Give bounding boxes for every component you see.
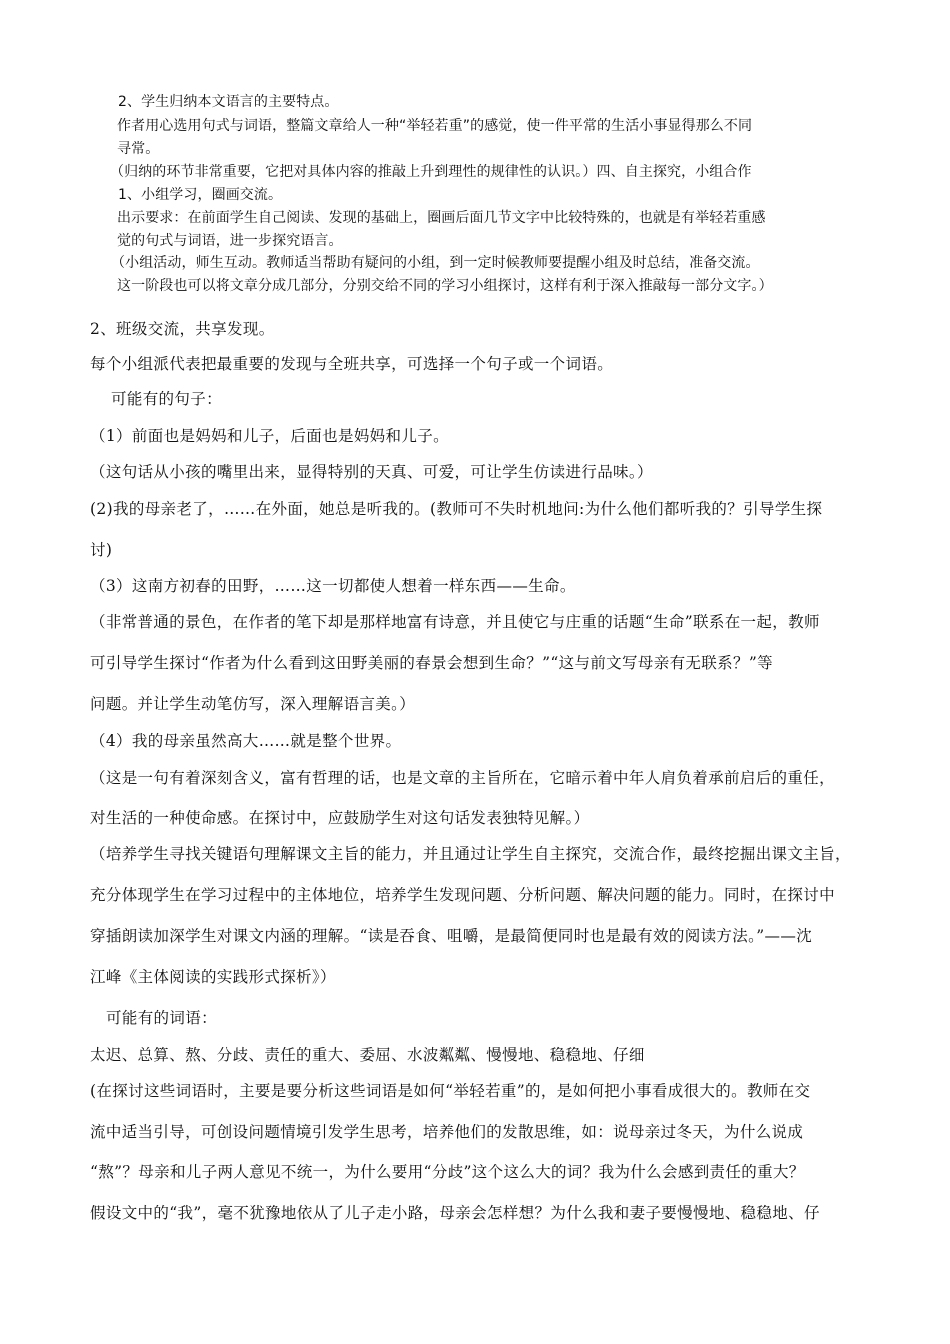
section-heading-group-study: 1、小组学习，圈画交流。: [118, 187, 283, 203]
paragraph-line: （这是一句有着深刻含义，富有哲理的话，也是文章的主旨所在，它暗示着中年人肩负着承前启后的重任，: [90, 769, 835, 787]
paragraph-line: 这一阶段也可以将文章分成几部分，分别交给不同的学习小组探讨，这样有利于深入推敲每一部分文字。）: [117, 278, 773, 294]
paragraph-line: （小组活动，师生互动。教师适当帮助有疑问的小组，到一定时候教师要提醒小组及时总结，准备交流。: [111, 255, 760, 271]
section-heading-class-exchange: 2、班级交流，共享发现。: [90, 320, 275, 338]
paragraph-line: 对生活的一种使命感。在探讨中，应鼓励学生对这句话发表独特见解。）: [90, 809, 590, 827]
sentence-item-1: （1）前面也是妈妈和儿子，后面也是妈妈和儿子。: [90, 427, 449, 445]
paragraph-line: 充分体现学生在学习过程中的主体地位，培养学生发现问题、分析问题、解决问题的能力。同时，在探讨中: [90, 886, 835, 904]
paragraph-line: （非常普通的景色，在作者的笔下却是那样地富有诗意，并且使它与庄重的话题“生命”联系在一起，教师: [90, 613, 820, 631]
paragraph-line: 江峰《主体阅读的实践形式探析》）: [90, 968, 336, 986]
sentence-item-3: （3）这南方初春的田野，……这一切都使人想着一样东西——生命。: [90, 577, 576, 595]
paragraph-line: “熬”？母亲和儿子两人意见不统一，为什么要用“分歧”这个这么大的词？我为什么会感到责任的重大？: [90, 1163, 805, 1181]
paragraph-line: 每个小组派代表把最重要的发现与全班共享，可选择一个句子或一个词语。: [90, 355, 614, 373]
paragraph-line: (在探讨这些词语时，主要是要分析这些词语是如何“举轻若重”的，是如何把小事看成很大的。教师在交: [90, 1082, 811, 1100]
paragraph-line: 讨): [90, 541, 113, 559]
sentence-item-4: （4）我的母亲虽然高大……就是整个世界。: [90, 732, 402, 750]
sentence-item-2: (2)我的母亲老了，……在外面，她总是听我的。(教师可不失时机地问:为什么他们都听我的？引导学生探: [90, 500, 823, 518]
paragraph-line: 流中适当引导，可创设问题情境引发学生思考，培养他们的发散思维，如：说母亲过冬天，为什么说成: [90, 1123, 804, 1141]
paragraph-line: 寻常。: [117, 141, 160, 157]
paragraph-line: 可引导学生探讨“作者为什么看到这田野美丽的春景会想到生命？”“这与前文写母亲有无联系？”等: [90, 654, 773, 672]
section-heading-language-features: 2、学生归纳本文语言的主要特点。: [118, 94, 339, 110]
paragraph-line: 穿插朗读加深学生对课文内涵的理解。“读是吞食、咀嚼，是最简便同时也是最有效的阅读方法。”——沈: [90, 927, 813, 945]
paragraph-line: 作者用心选用句式与词语，整篇文章给人一种“举轻若重”的感觉，使一件平常的生活小事显得那么不同: [117, 118, 753, 134]
subheading-possible-sentences: 可能有的句子：: [111, 390, 222, 408]
subheading-possible-words: 可能有的词语：: [106, 1009, 217, 1027]
paragraph-line: （这句话从小孩的嘴里出来，显得特别的天真、可爱，可让学生仿读进行品味。）: [90, 463, 653, 481]
paragraph-line: 出示要求：在前面学生自己阅读、发现的基础上，圈画后面几节文字中比较特殊的，也就是有举轻若重感: [117, 210, 766, 226]
paragraph-line: （归纳的环节非常重要，它把对具体内容的推敲上升到理性的规律性的认识。）四、自主探究，小组合作: [110, 164, 752, 180]
paragraph-line: （培养学生寻找关键语句理解课文主旨的能力，并且通过让学生自主探究，交流合作，最终挖掘出课文主旨，: [90, 845, 851, 863]
paragraph-line: 问题。并让学生动笔仿写，深入理解语言美。）: [90, 695, 416, 713]
word-list: 太迟、总算、熬、分歧、责任的重大、委屈、水波粼粼、慢慢地、稳稳地、仔细: [90, 1046, 645, 1064]
paragraph-line: 觉的句式与词语，进一步探究语言。: [117, 233, 343, 249]
paragraph-line: 假设文中的“我”，毫不犹豫地依从了儿子走小路，母亲会怎样想？为什么我和妻子要慢慢地、稳稳地、仔: [90, 1204, 820, 1222]
